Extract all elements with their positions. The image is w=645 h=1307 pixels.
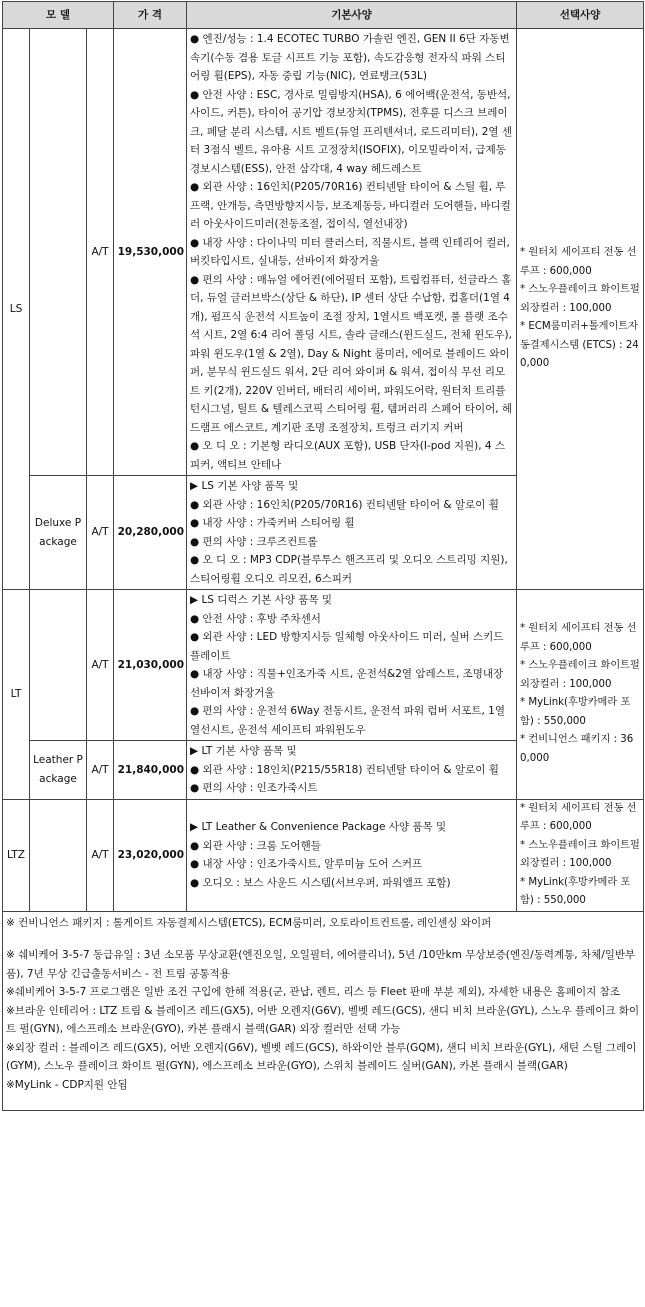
package-cell xyxy=(30,590,87,741)
spec-item: ● 편의 사양 : 매뉴얼 에어컨(에어필터 포함), 트립컴퓨터, 선글라스 홀더, 듀얼 글러브박스(상단 & 하단), IP 센터 상단 수납함, 컵홀더(1열 4개), 펌프식 운전석 시트높이 조절 장치, 1열시트 백포켓, 풀 플랫 조수석 시트, 2열 6:4 리어 폴딩 시트, 솔라 글래스(윈드실드, 전체 윈도우), 파워 윈도우(1열 & 2열), Day & Night 룸미러, 에어로 블레이드 와이퍼, 분무식 윈드실드 워셔, 2단 리어 와이퍼 & 워셔, 접이식 무선 리모트 키(2개), 220V 인버터, 배터리 세이버, 파워도어락, 원터치 트리플 턴시그널, 틸트 & 텔레스코픽 스티어링 휠, 템퍼러리 스페어 타이어, 헤드램프 에스코트, 계기판 조명 조절장치, 트렁크 러기지 커버 xyxy=(190,273,513,434)
note-item: ※ 쉐비케어 3-5-7 동급유일 : 3년 소모품 무상교환(엔진오일, 오일필터, 에어클리너), 5년 /10만km 무상보증(엔진/동력계통, 차체/일반부품), 7년 무상 긴급출동서비스 - 전 트림 공통적용 xyxy=(6,949,636,980)
notes xyxy=(3,911,644,1111)
options-ltz xyxy=(517,799,644,911)
spec-item: ▶ LT Leather & Convenience Package 사양 품목 및 xyxy=(190,821,447,833)
option-item: * MyLink(후방카메라 포함) : 550,000 xyxy=(520,697,631,727)
spec-item: ● 엔진/성능 : 1.4 ECOTEC TURBO 가솔린 엔진, GEN II 6단 자동변속기(수동 겸용 토글 시프트 기능 포함), 속도감응형 전자식 파워 스티어링 휠(EPS), 자동 중립 기능(NIC), 연료탱크(53L) xyxy=(190,33,510,82)
price: 21,030,000 xyxy=(114,590,187,741)
package-name: Leather Package xyxy=(30,741,87,800)
transmission: A/T xyxy=(87,29,114,476)
option-item: * MyLink(후방카메라 포함) : 550,000 xyxy=(520,876,631,906)
notes-row xyxy=(3,911,644,1111)
header-row xyxy=(3,2,644,29)
spec-item: ● 외관 사양 : 16인치(P205/70R16) 컨티넨탈 타이어 & 알로이 휠 xyxy=(190,498,499,511)
option-item: * 스노우플레이크 화이트펄 외장컬러 : 100,000 xyxy=(520,284,640,314)
trim-lt: LT xyxy=(3,590,30,800)
option-item: * 원터치 세이프티 전동 선루프 : 600,000 xyxy=(520,247,637,277)
spec-list xyxy=(187,476,517,590)
price: 21,840,000 xyxy=(114,741,187,800)
note-item: ※외장 컬러 : 블레이즈 레드(GX5), 어반 오렌지(G6V), 벨벳 레드(GCS), 하와이안 블루(GQM), 샌디 비치 브라운(GYL), 새틴 스틸 그레이(GYM), 스노우 플레이크 화이트 펄(GYN), 에스프레소 브라운(GYO), 스위치 블레이드 실버(GAN), 카본 플래시 블랙(GAR) xyxy=(6,1041,637,1072)
spec-list xyxy=(187,741,517,800)
package-cell xyxy=(30,799,87,911)
spec-list xyxy=(187,799,517,911)
spec-item: ● 외관 사양 : LED 방향지시등 일체형 아웃사이드 미러, 실버 스키드플레이트 xyxy=(190,631,504,662)
option-item: * 스노우플레이크 화이트펄 외장컬러 : 100,000 xyxy=(520,839,640,869)
header-model: 모 델 xyxy=(3,2,114,29)
note-item: ※ 컨비니언스 패키지 : 톨게이트 자동결제시스템(ETCS), ECM룸미러, 오토라이트컨트롤, 레인센싱 와이퍼 xyxy=(6,916,492,929)
option-item: * 원터치 세이프티 전동 선루프 : 600,000 xyxy=(520,623,637,653)
spec-item: ● 외관 사양 : 크롬 도어핸들 xyxy=(190,839,321,852)
spec-item: ● 내장 사양 : 가죽커버 스티어링 휠 xyxy=(190,517,355,529)
price: 20,280,000 xyxy=(114,476,187,590)
spec-item: ● 외관 사양 : 18인치(P215/55R18) 컨티넨탈 타이어 & 알로이 휠 xyxy=(190,763,499,776)
spec-item: ● 오디오 : 보스 사운드 시스템(서브우퍼, 파워앰프 포함) xyxy=(190,876,451,889)
spec-item: ● 안전 사양 : 후방 주차센서 xyxy=(190,612,321,625)
price: 23,020,000 xyxy=(114,799,187,911)
spec-item: ▶ LS 기본 사양 품목 및 xyxy=(190,480,299,492)
note-item: ※브라운 인테리어 : LTZ 트림 & 블레이즈 레드(GX5), 어반 오렌지(G6V), 벨벳 레드(GCS), 샌디 비치 브라운(GYL), 스노우 플레이크 화이트 펄(GYN), 에스프레소 브라운(GYO), 카본 플래시 블랙(GAR) 외장 컬러만 선택 가능 xyxy=(6,1004,640,1035)
spec-item: ● 편의 사양 : 인조가죽시트 xyxy=(190,782,318,794)
options-ls xyxy=(517,29,644,590)
trim-ltz: LTZ xyxy=(3,799,30,911)
spec-item: ● 편의 사양 : 운전석 6Way 전동시트, 운전석 파워 럼버 서포트, 1열 열선시트, 운전석 세이프티 파워윈도우 xyxy=(190,705,505,736)
header-basic: 기본사양 xyxy=(187,2,517,29)
trim-ls: LS xyxy=(3,29,30,590)
table-row xyxy=(3,799,644,911)
header-optional: 선택사양 xyxy=(517,2,644,29)
spec-item: ● 내장 사양 : 다이나믹 미터 클러스터, 직물시트, 블랙 인테리어 컬러, 버킷타입시트, 실내등, 선바이저 화장거울 xyxy=(190,236,510,267)
spec-item: ▶ LS 디럭스 기본 사양 품목 및 xyxy=(190,594,333,606)
table-row xyxy=(3,590,644,741)
option-item: * 스노우플레이크 화이트펄 외장컬러 : 100,000 xyxy=(520,660,640,690)
spec-item: ● 외관 사양 : 16인치(P205/70R16) 컨티넨탈 타이어 & 스틸 휠, 루프랙, 안개등, 측면방향지시등, 보조제동등, 바디컬러 도어핸들, 바디컬러 아웃사이드미러(전동조절, 접이식, 열선내장) xyxy=(190,181,511,230)
note-item: ※쉐비케어 3-5-7 프로그램은 일반 조건 구입에 한해 적용(군, 관납, 렌트, 리스 등 Fleet 판매 부분 제외), 자세한 내용은 홈페이지 참조 xyxy=(6,986,620,998)
option-item: * 컨비니언스 패키지 : 360,000 xyxy=(520,734,634,764)
spec-item: ● 안전 사양 : ESC, 경사로 밀림방지(HSA), 6 에어백(운전석, 동반석, 사이드, 커튼), 타이어 공기압 경보장치(TPMS), 전후륜 디스크 브레이크, 페달 분리 시스템, 시트 벨트(듀얼 프리텐셔너, 로드리미터), 2열 센터 3점식 벨트, 유아용 시트 고정장치(ISOFIX), 이모빌라이저, 급제동 경보시스템(ESS), 안전 삼각대, 4 way 헤드레스트 xyxy=(190,88,513,175)
spec-item: ● 내장 사양 : 직물+인조가죽 시트, 운전석&2열 암레스트, 조명내장 선바이저 화장거울 xyxy=(190,668,504,699)
package-name: Deluxe Package xyxy=(30,476,87,590)
spec-item: ● 오 디 오 : 기본형 라디오(AUX 포함), USB 단자(I-pod 지원), 4 스피커, 액티브 안테나 xyxy=(190,440,506,471)
header-price: 가 격 xyxy=(114,2,187,29)
options-lt xyxy=(517,590,644,800)
price: 19,530,000 xyxy=(114,29,187,476)
transmission: A/T xyxy=(87,799,114,911)
option-item: * ECM룸미러+톨게이트자동결제시스템 (ETCS) : 240,000 xyxy=(520,321,639,370)
spec-table xyxy=(2,1,644,1111)
spec-item: ▶ LT 기본 사양 품목 및 xyxy=(190,745,297,757)
package-cell xyxy=(30,29,87,476)
note-item: ※MyLink - CDP지원 안됨 xyxy=(6,1078,128,1091)
spec-list xyxy=(187,590,517,741)
table-row xyxy=(3,29,644,476)
option-item: * 원터치 세이프티 전동 선루프 : 600,000 xyxy=(520,802,637,832)
spec-item: ● 오 디 오 : MP3 CDP(블루투스 핸즈프리 및 오디오 스트리밍 지원), 스티어링휠 오디오 리모컨, 6스피커 xyxy=(190,554,508,585)
spec-item: ● 내장 사양 : 인조가죽시트, 알루미늄 도어 스커프 xyxy=(190,858,423,870)
transmission: A/T xyxy=(87,476,114,590)
transmission: A/T xyxy=(87,741,114,800)
transmission: A/T xyxy=(87,590,114,741)
spec-list xyxy=(187,29,517,476)
spec-item: ● 편의 사양 : 크루즈컨트롤 xyxy=(190,535,318,548)
